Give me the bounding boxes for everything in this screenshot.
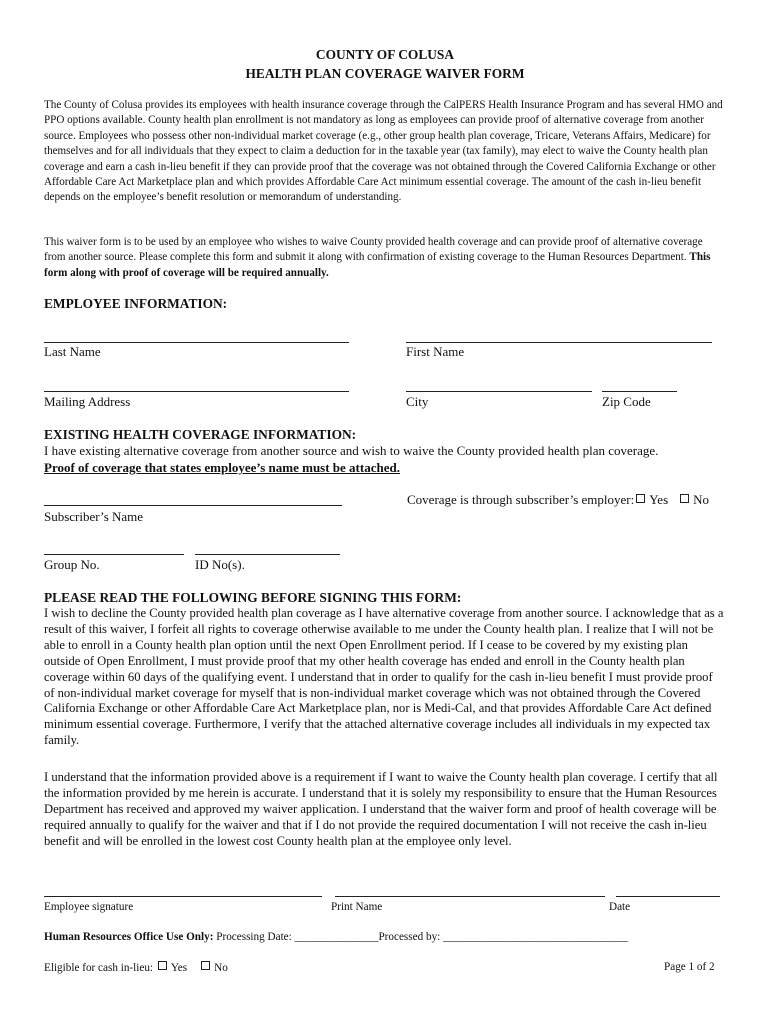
office-use-label: Human Resources Office Use Only:: [44, 931, 214, 943]
eligible-no-checkbox[interactable]: [201, 961, 210, 970]
employee-info-heading: EMPLOYEE INFORMATION:: [44, 296, 228, 311]
processing-date-field[interactable]: Processing Date: _______________: [216, 931, 379, 943]
page-number: Page 1 of 2: [664, 961, 715, 973]
eligible-yes-label: Yes: [170, 962, 188, 974]
group-no-line[interactable]: [44, 554, 184, 555]
employee-signature-line[interactable]: [44, 896, 322, 897]
id-no-label: ID No(s).: [195, 557, 245, 572]
date-label: Date: [609, 901, 631, 913]
processed-by-field[interactable]: Processed by: _________________________________: [378, 931, 628, 943]
existing-coverage-heading: EXISTING HEALTH COVERAGE INFORMATION:: [44, 427, 357, 442]
first-name-line[interactable]: [406, 342, 712, 343]
employer-no-label: No: [693, 492, 710, 507]
print-name-label: Print Name: [331, 901, 383, 913]
certification-paragraph: I understand that the information provided above is a requirement if I want to waive the County health plan coverage. I certify that all the information provided by me herein is accurate. I understand that it is solely my responsibility to ensure that the Human Resources Department has received and approved my waiver application. I understand that the waiver form and proof of health coverage will be required annually to qualify for the waiver and that if I do not provide the required documentation I will not receive the cash in-lieu benefit and will be enrolled in the lowest cost County health plan at the employee only level.: [44, 770, 718, 848]
office-use-row: [44, 931, 628, 943]
eligible-label: Eligible for cash in-lieu:: [44, 962, 154, 974]
intro-paragraph-2-text: This waiver form is to be used by an employee who wishes to waive County provided health coverage and can provide proof of alternative coverage from another source. Please complete this form and submit it along with confirmation of existing coverage to the Human Resources Department.: [44, 236, 703, 264]
employer-no-checkbox[interactable]: [680, 494, 689, 503]
last-name-line[interactable]: [44, 342, 349, 343]
coverage-statement: I have existing alternative coverage from another source and wish to waive the County provided health plan coverage.: [44, 443, 659, 458]
last-name-label: Last Name: [44, 344, 101, 359]
subscriber-name-label: Subscriber’s Name: [44, 509, 144, 524]
acknowledgement-paragraph: I wish to decline the County provided health plan coverage as I have alternative coverage from another source. I acknowledge that as a result of this waiver, I forfeit all rights to coverage otherwise available to me under the County health plan. I realize that I will not be able to enroll in a County health plan option until the next Open Enrollment period. If I cease to be covered by my existing plan outside of Open Enrollment, I must provide proof that my other health coverage has ended and enroll in the County health plan coverage within 60 days of the qualifying event. I understand that in order to qualify for the cash in-lieu benefit I must provide proof of non-individual market coverage for myself that is non-individual market coverage which was not obtained through the Covered California Exchange or other Affordable Care Act Marketplace plan, nor is Medi-Cal, and that provides Affordable Care Act defined minimum essential coverage. Furthermore, I verify that the attached alternative coverage includes all individuals in my expected tax family.: [44, 606, 724, 748]
mailing-address-line[interactable]: [44, 391, 349, 392]
employer-coverage-question-text: Coverage is through subscriber’s employer:: [407, 492, 635, 507]
first-name-label: First Name: [406, 344, 465, 359]
group-no-label: Group No.: [44, 557, 100, 572]
zip-code-label: Zip Code: [602, 394, 651, 409]
subscriber-name-line[interactable]: [44, 505, 342, 506]
eligible-no-label: No: [214, 962, 228, 974]
zip-code-line[interactable]: [602, 391, 677, 392]
id-no-line[interactable]: [195, 554, 340, 555]
eligible-yes-checkbox[interactable]: [158, 961, 167, 970]
form-title: HEALTH PLAN COVERAGE WAIVER FORM: [245, 66, 525, 81]
annual-requirement-note: This form along with proof of coverage will be required annually.: [44, 251, 711, 279]
employer-yes-label: Yes: [649, 492, 669, 507]
print-name-line[interactable]: [335, 896, 605, 897]
employee-signature-label: Employee signature: [44, 901, 134, 913]
date-line[interactable]: [616, 896, 720, 897]
acknowledgement-heading: PLEASE READ THE FOLLOWING BEFORE SIGNING THIS FORM:: [44, 590, 462, 605]
employer-yes-checkbox[interactable]: [636, 494, 645, 503]
mailing-address-label: Mailing Address: [44, 394, 131, 409]
city-line[interactable]: [406, 391, 592, 392]
city-label: City: [406, 394, 429, 409]
county-title: COUNTY OF COLUSA: [315, 47, 455, 62]
proof-of-coverage-note: Proof of coverage that states employee’s name must be attached.: [44, 460, 400, 475]
intro-paragraph: The County of Colusa provides its employees with health insurance coverage through the CalPERS Health Insurance Program and has several HMO and PPO options available. County health plan enrollment is not mandatory as long as employees can provide proof of alternative coverage from another source. Employees who possess other non-individual market coverage (e.g., other group health plan coverage, Tricare, Veterans Affairs, Medicare) for themselves and for all individuals that they expect to claim a deduction for in the taxable year (tax family), may elect to waive the County health plan coverage and earn a cash in-lieu benefit if they can provide proof that the coverage was not obtained through the Covered California Exchange or other Affordable Care Act Marketplace plan and which provides Affordable Care Act minimum essential coverage. The amount of the cash in-lieu benefit depends on the employee’s benefit resolution or memorandum of understanding.: [44, 99, 723, 204]
employer-coverage-question: [407, 492, 709, 508]
eligibility-row: [44, 961, 228, 974]
intro-paragraph-2: [44, 235, 726, 281]
